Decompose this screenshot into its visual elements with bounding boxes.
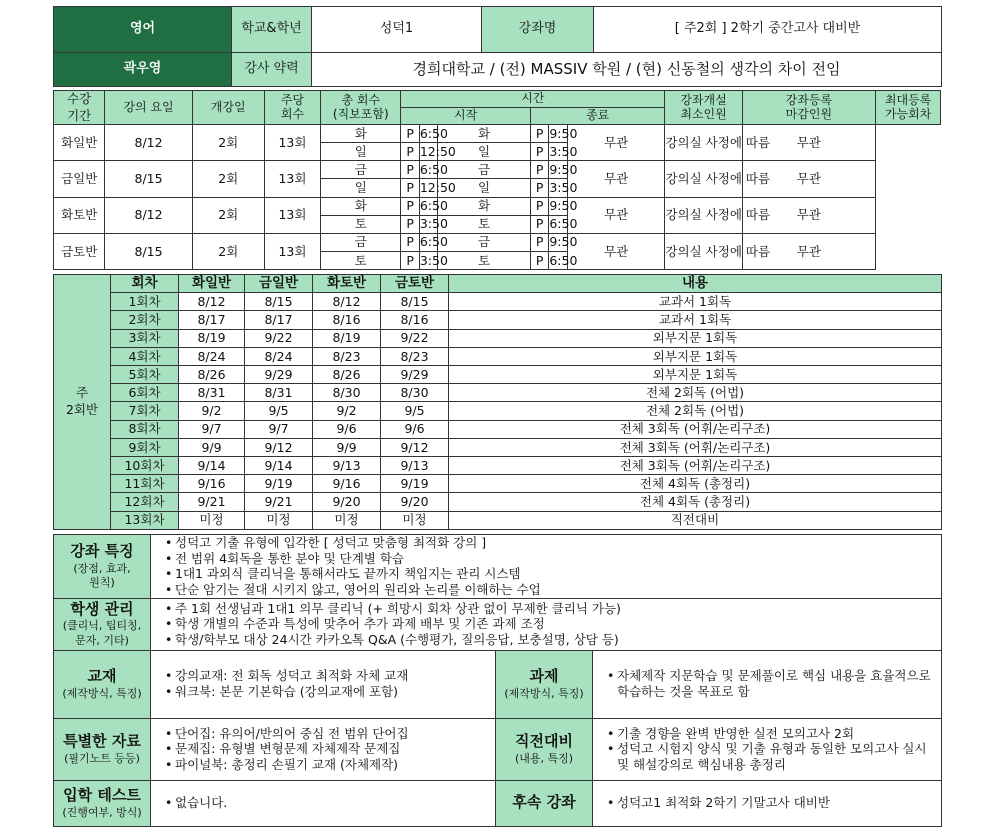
session-date: 8/23 [381, 347, 449, 365]
followup-content [593, 780, 942, 826]
start-time: 3:50 [419, 252, 448, 268]
session-date: 9/14 [179, 457, 245, 475]
schedule-header: 화일반 [179, 275, 245, 293]
end-ampm: P [530, 215, 549, 233]
start-time: 3:50 [419, 216, 448, 232]
class-name: 금일반 [54, 161, 105, 197]
table-row [54, 457, 942, 475]
list-item: • 워크북: 본문 기본학습 (강의교재에 포함) [167, 684, 495, 700]
session-date: 8/31 [245, 384, 313, 402]
start-time: 6:50 [419, 162, 448, 178]
session-date: 9/22 [245, 329, 313, 347]
col-total: 총 회수 (직보포함) [321, 91, 401, 125]
weekly-count: 2회 [192, 161, 264, 197]
session-number: 8회차 [111, 420, 179, 438]
session-number: 2회차 [111, 311, 179, 329]
min-enroll: 무관 [567, 125, 665, 161]
session-content: 전체 2회독 (어법) [449, 384, 942, 402]
header-table [53, 6, 942, 87]
session-date: 8/15 [381, 293, 449, 311]
table-row [54, 293, 942, 311]
session-date: 8/12 [313, 293, 381, 311]
class-name: 화일반 [54, 125, 105, 161]
total-count: 13회 [264, 233, 321, 269]
list-item: • 강의교재: 전 회독 성덕고 최적화 자체 교재 [167, 668, 495, 684]
end-time: 3:50 [549, 143, 578, 159]
list-item: • 문제집: 유형별 변형문제 자체제작 문제집 [167, 741, 495, 757]
end-time: 6:50 [549, 216, 578, 232]
session-number: 3회차 [111, 329, 179, 347]
max-enroll: 무관 [742, 161, 876, 197]
table-row [54, 311, 942, 329]
session-date: 8/15 [245, 293, 313, 311]
list-item: • 단어집: 유의어/반의어 중심 전 범위 단어집 [167, 726, 495, 742]
schedule-header: 화토반 [313, 275, 381, 293]
school-value: 성덕1 [312, 7, 482, 53]
table-row [54, 347, 942, 365]
session-date: 8/24 [179, 347, 245, 365]
start-day: 일 [321, 143, 401, 161]
start-day: 토 [321, 215, 401, 233]
table-row [54, 329, 942, 347]
homework-content [593, 650, 942, 718]
start-day: 금 [321, 233, 401, 251]
session-date: 9/13 [313, 457, 381, 475]
schedule-side-label: 주 2회반 [54, 275, 111, 530]
session-number: 12회차 [111, 493, 179, 511]
end-time: 6:50 [549, 252, 578, 268]
start-ampm: P [401, 233, 420, 251]
management-label: 학생 관리 (클리닉, 팁티칭, 문자, 기타) [54, 598, 151, 650]
min-enroll: 무관 [567, 197, 665, 233]
start-ampm: P [401, 197, 420, 215]
schedule-header: 내용 [449, 275, 942, 293]
session-content: 전체 3회독 (어휘/논리구조) [449, 420, 942, 438]
end-day: 금 [438, 161, 531, 179]
end-day: 토 [438, 251, 531, 269]
start-ampm: P [401, 143, 420, 161]
start-date: 8/15 [105, 233, 192, 269]
schedule-table [53, 274, 942, 530]
table-row [54, 420, 942, 438]
col-time-end: 종료 [530, 108, 665, 125]
session-number: 4회차 [111, 347, 179, 365]
col-weekly: 주당 회수 [264, 91, 321, 125]
weekly-count: 2회 [192, 125, 264, 161]
end-day: 금 [438, 233, 531, 251]
session-date: 9/14 [245, 457, 313, 475]
end-ampm: P [530, 179, 549, 197]
period-table [53, 90, 941, 270]
start-time: 6:50 [419, 125, 448, 141]
features-content [151, 535, 942, 599]
followup-label: 후속 강좌 [496, 780, 593, 826]
end-ampm: P [530, 197, 549, 215]
start-ampm: P [401, 161, 420, 179]
start-date: 8/12 [105, 125, 192, 161]
session-date: 8/19 [313, 329, 381, 347]
col-reg: 강좌등록 마감인원 [742, 91, 876, 125]
total-count: 13회 [264, 197, 321, 233]
final-label: 직전대비 (내용, 특징) [496, 718, 593, 780]
session-date: 8/16 [381, 311, 449, 329]
start-time: 6:50 [419, 198, 448, 214]
session-date: 9/7 [245, 420, 313, 438]
session-date: 9/6 [381, 420, 449, 438]
session-date: 9/16 [313, 475, 381, 493]
col-max: 최대등록 가능회차 [876, 91, 941, 125]
list-item: • 주 1회 선생님과 1대1 의무 클리닉 (+ 희망시 회차 상관 없이 무제한 클리닉 가능) [167, 601, 941, 617]
end-day: 화 [438, 197, 531, 215]
session-date: 미정 [245, 511, 313, 529]
session-date: 8/26 [179, 366, 245, 384]
end-day: 화 [438, 125, 531, 143]
entrance-label: 입학 테스트 (진행여부, 방식) [54, 780, 151, 826]
schedule-header: 금일반 [245, 275, 313, 293]
end-day: 일 [438, 179, 531, 197]
session-date: 8/31 [179, 384, 245, 402]
session-date: 9/6 [313, 420, 381, 438]
start-time: 12:50 [419, 143, 456, 159]
table-row [54, 475, 942, 493]
session-content: 직전대비 [449, 511, 942, 529]
start-ampm: P [401, 251, 420, 269]
col-day: 강의 요일 [105, 91, 192, 125]
session-date: 미정 [313, 511, 381, 529]
course-label: 강좌명 [482, 7, 594, 53]
col-time: 시간 [401, 91, 665, 108]
end-ampm: P [530, 233, 549, 251]
session-number: 11회차 [111, 475, 179, 493]
list-item: • 없습니다. [167, 795, 495, 811]
start-ampm: P [401, 179, 420, 197]
session-date: 9/12 [245, 438, 313, 456]
career-label: 강사 약력 [232, 53, 312, 87]
end-ampm: P [530, 251, 549, 269]
reg-deadline: 강의실 사정에 따름 [665, 233, 742, 269]
start-date: 8/15 [105, 161, 192, 197]
session-date: 8/23 [313, 347, 381, 365]
end-time: 9:50 [549, 162, 578, 178]
reg-deadline: 강의실 사정에 따름 [665, 161, 742, 197]
table-row [54, 493, 942, 511]
teacher-name: 곽우영 [54, 53, 232, 87]
end-day: 토 [438, 215, 531, 233]
session-date: 9/5 [245, 402, 313, 420]
career-value: 경희대학교 / (전) MASSIV 학원 / (현) 신동철의 생각의 차이 전임 [312, 53, 942, 87]
max-enroll: 무관 [742, 197, 876, 233]
session-date: 9/20 [313, 493, 381, 511]
course-value: [ 주2회 ] 2학기 중간고사 대비반 [594, 7, 942, 53]
min-enroll: 무관 [567, 233, 665, 269]
end-time: 9:50 [549, 125, 578, 141]
entrance-content [151, 780, 496, 826]
class-name: 화토반 [54, 197, 105, 233]
table-row [54, 438, 942, 456]
session-date: 9/7 [179, 420, 245, 438]
list-item: • 성덕고 기출 유형에 입각한 [ 성덕고 맞춤형 최적화 강의 ] [167, 535, 941, 551]
session-date: 8/17 [245, 311, 313, 329]
start-day: 화 [321, 197, 401, 215]
weekly-count: 2회 [192, 197, 264, 233]
start-date: 8/12 [105, 197, 192, 233]
session-content: 교과서 1회독 [449, 293, 942, 311]
start-ampm: P [401, 125, 420, 143]
session-content: 교과서 1회독 [449, 311, 942, 329]
session-date: 8/19 [179, 329, 245, 347]
end-time: 9:50 [549, 234, 578, 250]
table-row [54, 511, 942, 529]
session-number: 13회차 [111, 511, 179, 529]
session-date: 9/21 [245, 493, 313, 511]
session-date: 8/30 [313, 384, 381, 402]
end-time: 9:50 [549, 198, 578, 214]
info-table [53, 534, 942, 827]
session-date: 9/2 [179, 402, 245, 420]
list-item: • 전 범위 4회독을 통한 분야 및 단계별 학습 [167, 551, 941, 567]
session-date: 8/30 [381, 384, 449, 402]
start-time: 6:50 [419, 234, 448, 250]
textbook-content [151, 650, 496, 718]
session-content: 전체 4회독 (총정리) [449, 493, 942, 511]
weekly-count: 2회 [192, 233, 264, 269]
session-date: 9/19 [245, 475, 313, 493]
session-date: 9/29 [245, 366, 313, 384]
session-date: 8/16 [313, 311, 381, 329]
start-day: 화 [321, 125, 401, 143]
session-date: 8/17 [179, 311, 245, 329]
session-date: 9/21 [179, 493, 245, 511]
session-date: 9/9 [179, 438, 245, 456]
session-number: 7회차 [111, 402, 179, 420]
session-date: 9/16 [179, 475, 245, 493]
session-number: 1회차 [111, 293, 179, 311]
session-content: 전체 4회독 (총정리) [449, 475, 942, 493]
special-content [151, 718, 496, 780]
session-content: 전체 3회독 (어휘/논리구조) [449, 457, 942, 475]
min-enroll: 무관 [567, 161, 665, 197]
special-label: 특별한 자료 (필기노트 등등) [54, 718, 151, 780]
col-time-start: 시작 [401, 108, 531, 125]
textbook-label: 교재 (제작방식, 특징) [54, 650, 151, 718]
session-date: 9/29 [381, 366, 449, 384]
period-side-label: 수강 기간 [54, 91, 105, 125]
session-date: 9/19 [381, 475, 449, 493]
session-date: 8/26 [313, 366, 381, 384]
session-content: 외부지문 1회독 [449, 366, 942, 384]
session-number: 5회차 [111, 366, 179, 384]
end-day: 일 [438, 143, 531, 161]
start-ampm: P [401, 215, 420, 233]
session-date: 8/24 [245, 347, 313, 365]
session-date: 9/9 [313, 438, 381, 456]
list-item: • 자체제작 지문학습 및 문제풀이로 핵심 내용을 효율적으로 학습하는 것을 목표로 함 [609, 668, 941, 699]
session-date: 9/20 [381, 493, 449, 511]
start-time: 12:50 [419, 180, 456, 196]
list-item: • 1대1 과외식 클리닉을 통해서라도 끝까지 책임지는 관리 시스템 [167, 566, 941, 582]
session-date: 9/2 [313, 402, 381, 420]
schedule-header: 회차 [111, 275, 179, 293]
session-date: 9/12 [381, 438, 449, 456]
subject-title: 영어 [54, 7, 232, 53]
features-label: 강좌 특징 (장점, 효과, 원칙) [54, 535, 151, 599]
list-item: • 학생/학부모 대상 24시간 카카오톡 Q&A (수행평가, 질의응답, 보충설명, 상담 등) [167, 632, 941, 648]
end-ampm: P [530, 143, 549, 161]
session-number: 6회차 [111, 384, 179, 402]
start-day: 일 [321, 179, 401, 197]
session-content: 외부지문 1회독 [449, 329, 942, 347]
list-item: • 학생 개별의 수준과 특성에 맞추어 추가 과제 배부 및 기존 과제 조정 [167, 616, 941, 632]
session-number: 9회차 [111, 438, 179, 456]
session-date: 9/22 [381, 329, 449, 347]
session-number: 10회차 [111, 457, 179, 475]
session-date: 9/5 [381, 402, 449, 420]
list-item: • 기출 경향을 완벽 반영한 실전 모의고사 2회 [609, 726, 941, 742]
max-enroll: 무관 [742, 233, 876, 269]
session-content: 전체 2회독 (어법) [449, 402, 942, 420]
list-item: • 성덕고 시험지 양식 및 기출 유형과 동일한 모의고사 실시 및 해설강의로 핵심내용 총정리 [609, 741, 941, 772]
table-row [54, 402, 942, 420]
end-time: 3:50 [549, 180, 578, 196]
total-count: 13회 [264, 125, 321, 161]
table-row [54, 366, 942, 384]
list-item: • 성덕고1 최적화 2학기 기말고사 대비반 [609, 795, 941, 811]
homework-label: 과제 (제작방식, 특징) [496, 650, 593, 718]
class-name: 금토반 [54, 233, 105, 269]
school-label: 학교&학년 [232, 7, 312, 53]
start-day: 토 [321, 251, 401, 269]
management-content [151, 598, 942, 650]
col-start-date: 개강일 [192, 91, 264, 125]
session-date: 미정 [381, 511, 449, 529]
reg-deadline: 강의실 사정에 따름 [665, 125, 742, 161]
list-item: • 단순 암기는 절대 시키지 않고, 영어의 원리와 논리를 이해하는 수업 [167, 582, 941, 598]
reg-deadline: 강의실 사정에 따름 [665, 197, 742, 233]
final-content [593, 718, 942, 780]
start-day: 금 [321, 161, 401, 179]
max-enroll: 무관 [742, 125, 876, 161]
session-date: 미정 [179, 511, 245, 529]
schedule-header: 금토반 [381, 275, 449, 293]
session-date: 9/13 [381, 457, 449, 475]
end-ampm: P [530, 161, 549, 179]
session-content: 외부지문 1회독 [449, 347, 942, 365]
session-content: 전체 3회독 (어휘/논리구조) [449, 438, 942, 456]
col-min: 강좌개설 최소인원 [665, 91, 742, 125]
table-row [54, 384, 942, 402]
total-count: 13회 [264, 161, 321, 197]
session-date: 8/12 [179, 293, 245, 311]
list-item: • 파이널북: 총정리 손필기 교재 (자체제작) [167, 757, 495, 773]
end-ampm: P [530, 125, 549, 143]
